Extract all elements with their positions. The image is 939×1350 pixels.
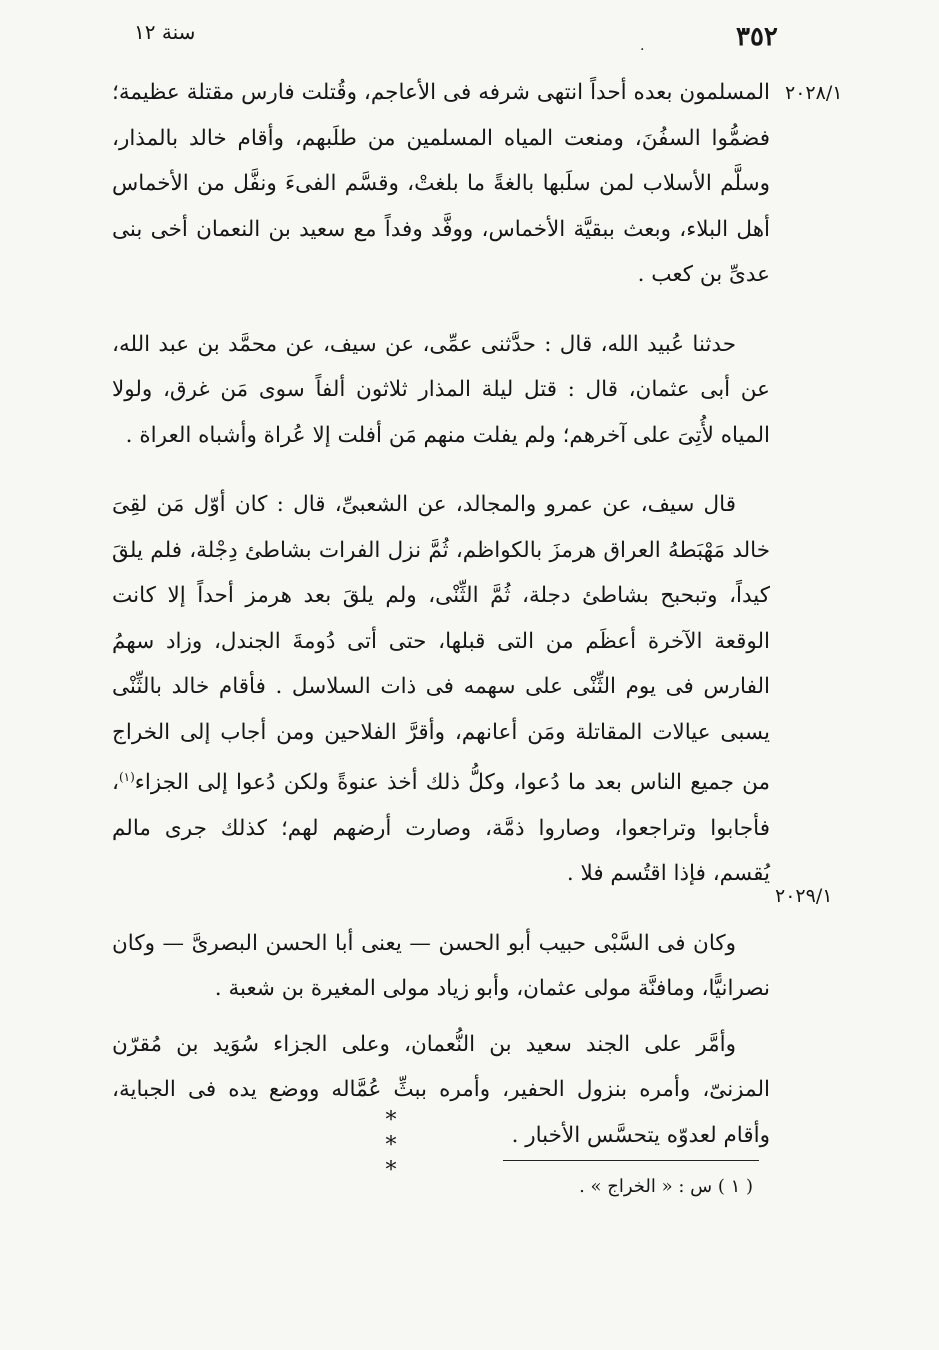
paragraph: المسلمون بعده أحداً انتهى شرفه فى الأعاجم، وقُتلت فارس مقتلة عظيمة؛ فضمُّوا السفُنَ، ومنعت المياه المسلمين من طلَبهم، وأقام خالد بالمذار، وسلَّم الأسلاب لمن سلَبها بالغةً ما بلغتْ، وقسَّم الفىءَ ونفَّل من الأخماس أهل البلاء، وبعث ببقيَّة الأخماس، ووفَّد وفداً مع سعيد بن النعمان أخى بنى عدىِّ بن كعب . [112, 80, 770, 287]
paragraph: حدثنا عُبيد الله، قال : حدَّثنى عمِّى، عن سيف، عن محمَّد بن عبد الله، عن أبى عثمان، قال : قتل ليلة المذار ثلاثون ألفاً سوى مَن غرق، ولولا المياه لأُتِىَ على آخرهم؛ ولم يفلت منهم مَن أفلت إلا عُراة وأشباه العراة . [112, 331, 770, 448]
page-number: ٣٥٢ [736, 22, 778, 52]
main-text [112, 70, 770, 1182]
paragraph-text: قال سيف، عن عمرو والمجالد، عن الشعبىِّ، قال : كان أوّل مَن لقِىَ خالد مَهْبَطهُ العراق هرمزَ بالكواظم، ثُمَّ نزل الفرات بشاطئ دِجْلة، فلم يلقَ كيداً، وتبحبح بشاطئ دجلة، ثُمَّ الثِّنْى، ولم يلقَ بعد هرمز أحداً إلا كانت الوقعة الآخرة أعظَم من التى قبلها، حتى أتى دُومةَ الجندل، وزاد سهمُ الفارس فى يوم الثِّنْى على سهمه فى ذات السلاسل . فأقام خالد بالثِّنْى يسبى عيالات المقاتلة ومَن أعانهم، وأقرَّ الفلاحين ومن أجاب إلى الخراج من جميع الناس بعد ما دُعوا، وكلُّ ذلك أخذ عنوةً ولكن دُعوا إلى الجزاء [112, 492, 770, 796]
footnote: ( ١ ) س : « الخراج » . [579, 1176, 753, 1197]
footnote-rule [503, 1160, 759, 1161]
footnote-marker: (١) [118, 770, 135, 784]
paragraph: وكان فى السَّبْى حبيب أبو الحسن — يعنى أبا الحسن البصرىَّ — وكان نصرانيًّا، ومافنَّة مولى عثمان، وأبو زياد مولى المغيرة بن شعبة . [112, 930, 770, 1002]
margin-reference-number: ٢٠٢٨/١ [785, 82, 843, 104]
section-separator: * * * [385, 1108, 415, 1183]
paragraph: وأمَّر على الجند سعيد بن النُّعمان، وعلى الجزاء سُوَيد بن مُقرّن المزنىّ، وأمره بنزول الحفير، وأمره ببثِّ عُمَّاله ووضع يده فى الجباية، وأقام لعدوّه يتحسَّس الأخبار . [112, 1031, 770, 1148]
margin-reference-number: ٢٠٢٩/١ [775, 885, 833, 907]
header-dot: . [640, 38, 645, 54]
running-header-year: سنة ١٢ [134, 20, 196, 44]
paragraph-text: ، فأجابوا وتراجعوا، وصاروا ذمَّة، وصارت أرضهم لهم؛ كذلك جرى مالم يُقسم، فإذا اقتُسم فلا . [112, 770, 770, 887]
paragraph [112, 482, 770, 897]
